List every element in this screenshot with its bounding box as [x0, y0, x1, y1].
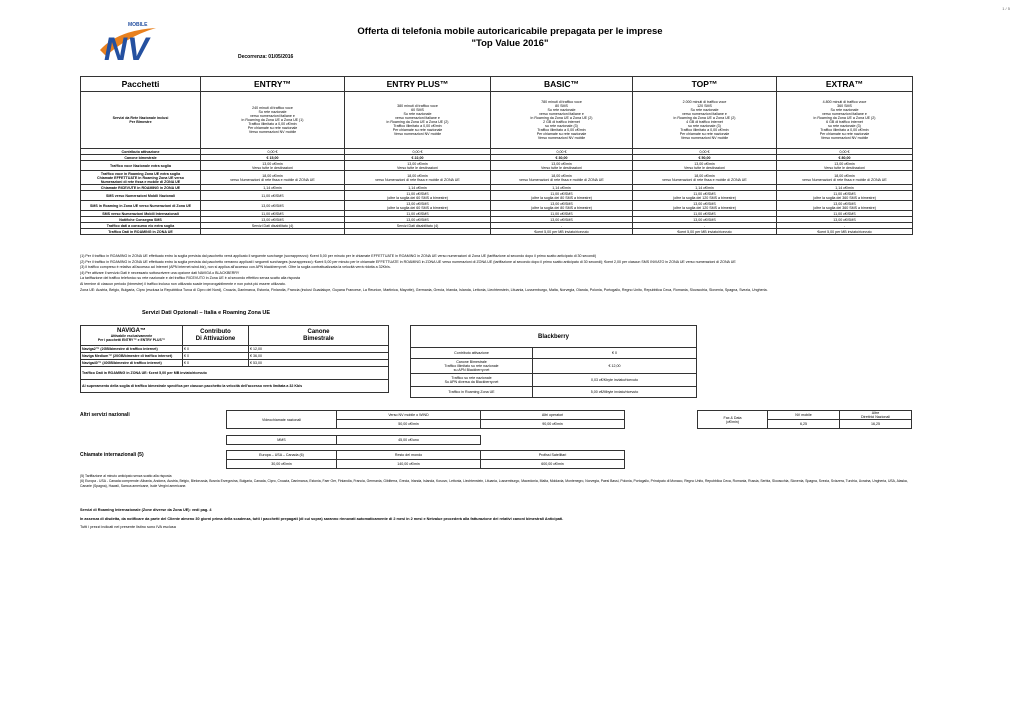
video-header-nv: Verso NV mobile o WIND [337, 411, 481, 420]
altri-servizi-label: Altri servizi nazionali [80, 412, 130, 418]
row-label: Contributo attivazione [81, 149, 201, 155]
fax-header-row [698, 411, 912, 420]
row-label: SMS in Roaming in Zona UE verso Numerazioni di Zona UE [81, 201, 201, 211]
row-cell: 240 minuti di traffico voce Su rete nazionale verso numerazioni italiane e in Roaming da Zona UE a Zona UE (1) Traffico illimitato a 0,00 c€/min Per chiamate su rete nazionale Verso numerazioni NV mobile [201, 92, 345, 149]
naviga-name: Naviga2™ (2GB/bimestre di traffico internet) [81, 346, 183, 353]
renewal-notice: In assenza di disdetta, da notificare da parte del Cliente almeno 30 giorni prima della scadenza, tutti i pacchetti prepagati (di cui sopra) saranno rinnovati automaticamente di 2 mesi in 2 mesi e Netvalue procederà alla fatturazione dei relativi canoni bimestrali Anticipati. [80, 516, 564, 521]
row-cell: 18,00 c€/min verso Numerazioni di rete fissa e mobile di ZONA UE [201, 171, 345, 185]
intl-table [226, 450, 625, 469]
vat-notice: Tutti i prezzi indicati nel presente listino sono IVA esclusa [80, 525, 176, 529]
row-label: Traffico dati a consumo e/o extra soglia [81, 223, 201, 229]
row-cell: € 15,00 [201, 155, 345, 161]
blackberry-row [411, 359, 697, 374]
blackberry-key: Canone Bimestrale Traffico illimitato su rete nazionale su APN Blackberry.net [411, 359, 533, 374]
footnote-6: (6) Europa - USA - Canada comprende: Albania, Andorra, Austria, Belgio, Bielorussia, Bosnia Erzegovina, Bulgaria, Canada, Cipro, Croazia, Danimarca, Estonia, Faer Oer, Finlandia, Francia, Germania, Gibilterra, Grecia, Irlanda, Islanda, Kosovo, Lettonia, Liechtenstein, Lituania, Lussemburgo, Macedonia, Malta, Moldavia, Montenegro, Norvegia, Paesi Bassi, Polonia, Portogallo, Principato di Monaco, Regno Unito, Repubblica Ceca, Romania, Russia, Serbia, Slovacchia, Slovenia, Spagna, Svezia, Svizzera, Turchia, Ucraina, Ungheria, USA, Alaska, Canarie (Spagna), Hawaii, Samoa americane, Isole Vergini americane. [80, 479, 908, 488]
blackberry-key: Contributo attivazione [411, 348, 533, 359]
fax-label: Fax & Data (c€/min) [698, 411, 768, 429]
row-cell: 2.000 minuti di traffico voce 120 SMS Su rete nazionale verso numerazioni italiane e in Roaming da Zona UE a Zona UE (2) 4 GB di traffico internet su rete nazionale (3) Traffico illimitato a 0,00 c€/min Per chiamate su rete nazionale Verso numerazioni NV mobile [633, 92, 777, 149]
row-cell: 18,00 c€/min verso Numerazioni di rete fissa e mobile di ZONA UE [345, 171, 491, 185]
row-cell: 13,00 c€/SMS (oltre la soglia dei 360 SMS a bimestre) [777, 201, 913, 211]
naviga-att: € 0 [183, 360, 249, 367]
row-cell: 13,00 c€/SMS (oltre la soglia dei 120 SMS a bimestre) [633, 201, 777, 211]
intl-header-resto: Resto del mondo [337, 451, 481, 460]
row-label: Chiamate RICEVUTE in ROAMING in ZONA UE [81, 185, 201, 191]
naviga-header-row [81, 326, 389, 346]
header-entry: ENTRY™ [201, 77, 345, 92]
mms-value: 45,00 c€/uno [337, 436, 481, 445]
naviga-att: € 0 [183, 353, 249, 360]
logo-mobile-text: MOBILE [128, 22, 148, 28]
row-cell: 11,00 c€/SMS [633, 211, 777, 217]
row-cell: - [633, 223, 777, 229]
naviga-header-title: NAVIGA™ [117, 328, 146, 335]
contributo-header: Contributo Di Attivazione [183, 326, 249, 346]
row-cell: 13,00 c€/SMS [345, 217, 491, 223]
fax-value-altre: 16,25 [840, 420, 912, 429]
blackberry-header-row [411, 326, 697, 348]
mms-table [226, 435, 481, 445]
note-line: (3) Il traffico compreso è relativo all'accesso ad Internet (APN internet.wind.biz), non si applica all'accesso con APN blackberry.net. Oltre la soglia contrattualizzata la velocità verrà ridotta a 32Kb/s. [80, 265, 391, 270]
row-cell: 13,00 c€/SMS [201, 201, 345, 211]
row-label: Traffico voce Nazionale extra soglia [81, 161, 201, 171]
row-label: Canone bimestrale [81, 155, 201, 161]
row-cell: 11,00 c€/SMS (oltre la soglia dei 120 SMS a bimestre) [633, 191, 777, 201]
row-cell: 11,00 c€/SMS [201, 211, 345, 217]
document-title [300, 26, 720, 50]
row-cell: 18,00 c€/min verso Numerazioni di rete fissa e mobile di ZONA UE [633, 171, 777, 185]
row-cell: 380 minuti di traffico voce 60 SMS Su rete nazionale verso numerazioni italiane e in Roaming da Zona UE a Zona UE (2) Traffico illimitato a 0,00 c€/min Per chiamate su rete nazionale Verso numerazioni NV mobile [345, 92, 491, 149]
pricing-row [81, 161, 913, 171]
fax-header-altre: Altre Direttrici Nazionali [840, 411, 912, 420]
pricing-row [81, 191, 913, 201]
row-cell: 13,00 c€/min Verso tutte le destinazioni [633, 161, 777, 171]
closing-notes [80, 508, 640, 534]
row-cell: - [777, 223, 913, 229]
row-cell: €cent 5,00 per MB inviato/ricevuto [633, 229, 777, 235]
naviga-can: € 12,00 [249, 346, 389, 353]
row-cell: 11,00 c€/SMS (oltre la soglia dei 360 SMS a bimestre) [777, 191, 913, 201]
naviga-roaming-row [81, 367, 389, 380]
intl-value-satellitari: 600,00 c€/min [481, 460, 625, 469]
roaming-reference: Servizi di Roaming Internazionale (Zone diverse da Zona UE): vedi pag. 4 [80, 508, 212, 512]
mms-label: MMS [227, 436, 337, 445]
blackberry-row [411, 387, 697, 398]
naviga-row [81, 360, 389, 367]
row-cell: 1,14 c€/min [345, 185, 491, 191]
naviga-row [81, 346, 389, 353]
row-cell: 0,00 € [345, 149, 491, 155]
decorrenza: Decorrenza: 01/05/2016 [238, 54, 294, 60]
naviga-att: € 0 [183, 346, 249, 353]
header-extra: EXTRA™ [777, 77, 913, 92]
page-number: 1 / 5 [1002, 6, 1010, 11]
note-line: Al termine di ciascun periodo (bimestre) il traffico incluso non utilizzato scade improrogabilmente e non potrà più essere utilizzato. [80, 281, 286, 286]
row-cell: 0,00 € [201, 149, 345, 155]
video-value-nv: 50,00 c€/min [337, 420, 481, 429]
blackberry-key: Traffico in Roaming Zona UE [411, 387, 533, 398]
row-cell: € 22,00 [345, 155, 491, 161]
row-cell: 11,00 c€/SMS [201, 191, 345, 201]
note-line: (4) Per attivare il servizio Dati è necessario sottoscrivere una opzione dati NAVIGA o BLACKBERRY [80, 270, 240, 275]
row-cell: 18,00 c€/min verso Numerazioni di rete fissa e mobile di ZONA UE [491, 171, 633, 185]
blackberry-value: 0,03 c€/Kbyte inviato/ricevuto [533, 374, 697, 387]
row-cell: 11,00 c€/SMS [345, 211, 491, 217]
videochiamate-header-row [227, 411, 625, 420]
row-cell [201, 229, 345, 235]
row-cell: 0,00 € [777, 149, 913, 155]
naviga-name: Naviga Medium™ (20GB/bimestre di traffico internet) [81, 353, 183, 360]
video-header-altri: Altri operatori [481, 411, 625, 420]
naviga-header-sub: Attivabile esclusivamente Per i pacchetti ENTRY™ e ENTRY PLUS™ [97, 333, 166, 342]
row-cell: 0,00 € [633, 149, 777, 155]
optional-services-title: Servizi Dati Opzionali – Italia e Roaming Zona UE [142, 310, 271, 316]
blackberry-value: € 0 [533, 348, 697, 359]
row-cell: 13,00 c€/min Verso tutte le destinazioni [345, 161, 491, 171]
note-line: (2) Per il traffico in ROAMING in ZONA UE effettuato entro la soglia prevista dal pacchetto verranno applicati i seguenti surcharges (sovrapprezzo): €cent 5,00 per minuto per le chiamate EFFETTUATE in ROAMING in ZONA UE verso numerazioni di ZONA UE (tariffazione al secondo dopo il primo scatto anticipato di 30 secondi); €cent 2,00 per ciascun SMS INVIATO in ZONA UE verso numerazioni di ZONA UE [80, 259, 736, 264]
header-basic: BASIC™ [491, 77, 633, 92]
pricing-row [81, 201, 913, 211]
row-cell: 11,00 c€/SMS (oltre la soglia dei 80 SMS a bimestre) [491, 191, 633, 201]
logo-nv-text: NV [104, 31, 149, 66]
row-cell: € 50,00 [633, 155, 777, 161]
row-label: Notifiche Consegna SMS [81, 217, 201, 223]
pricing-header-row [81, 77, 913, 92]
row-cell: 13,00 c€/min Verso tutte le destinazioni [777, 161, 913, 171]
chiamate-internazionali-label: Chiamate internazionali (5) [80, 452, 144, 458]
row-cell: 11,00 c€/SMS (oltre la soglia dei 60 SMS a bimestre) [345, 191, 491, 201]
header-pacchetti: Pacchetti [81, 77, 201, 92]
row-label: Servizi da Rete Nazionale inclusi Per Bimestre [81, 92, 201, 149]
naviga-can: € 53,00 [249, 360, 389, 367]
videochiamate-table [226, 410, 625, 429]
video-value-altri: 90,00 c€/min [481, 420, 625, 429]
nv-mobile-logo [98, 20, 158, 66]
row-cell: 13,00 c€/min Verso tutte le destinazioni [491, 161, 633, 171]
row-cell: Servizi Dati disabilitato (4) [345, 223, 491, 229]
fax-data-table [697, 410, 912, 429]
footnote-5: (5) Tariffazione al minuto anticipato senza scatto alla risposta [80, 474, 172, 478]
intl-header-row [227, 451, 625, 460]
footnotes [80, 474, 920, 489]
row-cell: 1,14 c€/min [633, 185, 777, 191]
blackberry-value: € 12,00 [533, 359, 697, 374]
nv-logo-mark [98, 20, 158, 66]
blackberry-table [410, 325, 697, 398]
mms-row [227, 436, 481, 445]
row-cell: 1,14 c€/min [201, 185, 345, 191]
note-line: La tariffazione del traffico telefonico su rete nazionale e del traffico RICEVUTO in Zona UE è al secondo effettivo senza scatto alla risposta [80, 276, 301, 281]
row-cell: 13,00 c€/SMS (oltre la soglia dei 80 SMS a bimestre) [491, 201, 633, 211]
naviga-table [80, 325, 389, 393]
canone-header: Canone Bimestrale [249, 326, 389, 346]
row-label: Traffico voce in Roaming Zona UE extra soglia Chiamate EFFETTUATE in Roaming Zona UE verso Numerazioni di rete fissa e mobile di ZONA UE [81, 171, 201, 185]
row-cell: 4.800 minuti di traffico voce 360 SMS Su rete nazionale verso numerazioni italiane e in Roaming da Zona UE a Zona UE (2) 6 GB di traffico internet su rete nazionale (3) Traffico illimitato a 0,00 c€/min Per chiamate su rete nazionale Verso numerazioni NV mobile [777, 92, 913, 149]
intl-header-europa: Europa – USA – Canada (6) [227, 451, 337, 460]
row-cell: 13,00 c€/SMS [491, 217, 633, 223]
pricing-row [81, 92, 913, 149]
row-cell: Servizi Dati disabilitato (4) [201, 223, 345, 229]
row-cell: €cent 5,00 per MB inviato/ricevuto [777, 229, 913, 235]
row-cell: 1,14 c€/min [777, 185, 913, 191]
fax-value-nv: 6,25 [768, 420, 840, 429]
naviga-overflow-row [81, 380, 389, 393]
row-cell: 13,00 c€/SMS [633, 217, 777, 223]
pricing-row [81, 229, 913, 235]
naviga-row [81, 353, 389, 360]
row-cell: 1,14 c€/min [491, 185, 633, 191]
intl-value-resto: 140,00 c€/min [337, 460, 481, 469]
row-cell: 13,00 c€/SMS (oltre la soglia dei 60 SMS a bimestre) [345, 201, 491, 211]
videochiamate-label: Videochiamate nazionali [227, 411, 337, 429]
intl-values-row [227, 460, 625, 469]
blackberry-title: Blackberry [411, 326, 697, 348]
title-line-1: Offerta di telefonia mobile autoricaricabile prepagata per le imprese [357, 26, 663, 37]
header-entry-plus: ENTRY PLUS™ [345, 77, 491, 92]
note-line: (1) Per il traffico in ROAMING in ZONA UE effettuato entro la soglia prevista dal pacchetto verrà applicato il seguente surcharge (sovrapprezzo): €cent 5,00 per minuto per le chiamate EFFETTUATE in ROAMING in ZONA UE verso numerazioni di Zona UE (tariffazione al secondo dopo il primo scatto anticipato di 30 secondi) [80, 254, 597, 258]
naviga-overflow: Al superamento della soglia di traffico bimestrale specifica per ciascun pacchetto la velocità dell'accesso verrà limitata a 32 Kb/s [81, 380, 389, 393]
naviga-header [81, 326, 183, 346]
note-line: Zona UE: Austria, Belgio, Bulgaria, Cipro (esclusa la Repubblica Turca di Cipro del Nord), Croazia, Danimarca, Estonia, Finlandia, Francia (inclusi Guadalupe, Guyana Francese, La Reunion, Martinica, Mayotte), Germania, Grecia, Irlanda, Islanda, Lettonia, Liechtenstein, Lituania, Lussemburgo, Malta, Norvegia, Olanda, Polonia, Portogallo, Regno Unito, Repubblica Ceca, Romania, Slovacchia, Slovenia, Spagna, Svezia, Ungheria. [80, 287, 768, 292]
row-cell: - [491, 223, 633, 229]
notes-block [80, 254, 920, 293]
naviga-can: € 36,00 [249, 353, 389, 360]
row-cell: €cent 5,00 per MB inviato/ricevuto [491, 229, 633, 235]
intl-header-satellitari: Profissi Satellitari [481, 451, 625, 460]
fax-header-nv: NV mobile [768, 411, 840, 420]
row-cell: 780 minuti di traffico voce 80 SMS Su rete nazionale verso numerazioni italiane e in Roaming da Zona UE a Zona UE (2) 2 GB di traffico internet su rete nazionale (3) Traffico illimitato a 0,00 c€/min Per chiamate su rete nazionale Verso numerazioni NV mobile [491, 92, 633, 149]
row-cell: 11,00 c€/SMS [777, 211, 913, 217]
row-cell: 13,00 c€/min Verso tutte le destinazioni [201, 161, 345, 171]
row-cell: 18,00 c€/min verso Numerazioni di rete fissa e mobile di ZONA UE [777, 171, 913, 185]
blackberry-row [411, 374, 697, 387]
row-cell: 13,00 c€/SMS [201, 217, 345, 223]
header-top: TOP™ [633, 77, 777, 92]
row-cell: € 30,00 [491, 155, 633, 161]
pricing-table [80, 76, 913, 235]
blackberry-row [411, 348, 697, 359]
row-cell: 11,00 c€/SMS [491, 211, 633, 217]
naviga-name: Naviga40™ (40GB/bimestre di traffico internet) [81, 360, 183, 367]
row-cell: € 80,00 [777, 155, 913, 161]
intl-value-europa: 30,00 c€/min [227, 460, 337, 469]
blackberry-value: 5,00 c€/Mbyte inviato/ricevuto [533, 387, 697, 398]
row-label: SMS verso Numerazioni Mobili Internazionali [81, 211, 201, 217]
row-cell [345, 229, 491, 235]
row-cell: 13,00 c€/SMS [777, 217, 913, 223]
naviga-roaming: Traffico Dati in ROAMING in ZONA UE: €cent 5,00 per MB inviato/ricevuto [81, 367, 389, 380]
row-label: Traffico Dati in ROAMING in ZONA UE [81, 229, 201, 235]
row-cell: 0,00 € [491, 149, 633, 155]
title-line-2: "Top Value 2016" [471, 38, 549, 49]
blackberry-key: Traffico su rete nazionale Su APN diversa da Blackberry.net [411, 374, 533, 387]
pricing-row [81, 171, 913, 185]
row-label: SMS verso Numerazioni Mobili Nazionali [81, 191, 201, 201]
